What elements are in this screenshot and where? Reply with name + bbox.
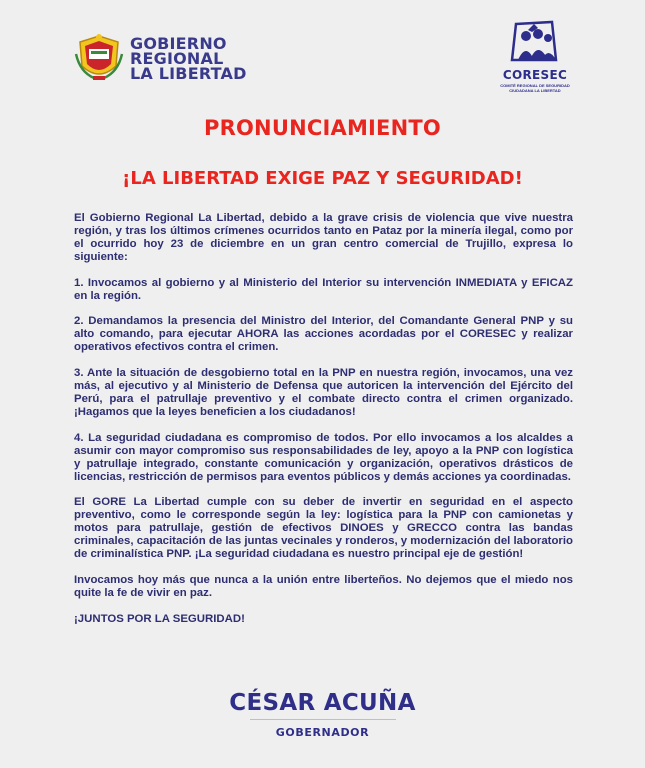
paragraph-point-4: 4. La seguridad ciudadana es compromiso de todos. Por ello invocamos a los alcaldes a asumir con mayor compromiso sus responsabilidades de ley, apoyo a la PNP con logística y patrullaje integrado, constante comunicación y organización, operativos drásticos de licencias, restricción de permisos para eventos públicos y demás acciones ya coordinadas.: [74, 431, 573, 483]
gov-logo-line-3: LA LIBERTAD: [130, 63, 247, 83]
coresec-logo: [494, 20, 576, 93]
paragraph-intro: El Gobierno Regional La Libertad, debido a la grave crisis de violencia que vive nuestra región, y tras los últimos crímenes ocurridos tanto en Pataz por la minería ilegal, como por el ocurrido hoy 23 de diciembre en un gran centro comercial de Trujillo, expresa lo siguiente:: [74, 212, 573, 263]
paragraph-gore: El GORE La Libertad cumple con su deber de invertir en seguridad en el aspecto preventivo, como le corresponde según la ley: logística para la PNP con camionetas y motos para patrullaje, gestión de efectivos DINOES y GRECCO contra las bandas criminales, capacitación de las juntas vecinales y ronderos, y modernización del laboratorio de criminalística PNP. ¡La seguridad ciudadana es nuestro principal eje de gestión!: [74, 496, 573, 561]
signature-role: GOBERNADOR: [275, 726, 370, 739]
coresec-name: CORESEC: [502, 68, 568, 82]
gov-logo-line-1: GOBIERNO: [130, 33, 227, 53]
signature-divider: [250, 719, 396, 720]
gobierno-regional-logo: [74, 32, 247, 84]
gov-logo-line-2: REGIONAL: [130, 48, 224, 68]
coresec-emblem-icon: [498, 20, 572, 66]
paragraph-closing: ¡JUNTOS POR LA SEGURIDAD!: [74, 612, 245, 625]
document-subtitle: ¡LA LIBERTAD EXIGE PAZ Y SEGURIDAD!: [122, 168, 523, 189]
regional-coat-of-arms-icon: [74, 32, 124, 84]
paragraph-point-2: 2. Demandamos la presencia del Ministro del Interior, del Comandante General PNP y su alto comando, para ejecutar AHORA las acciones acordadas por el CORESEC y realizar operativos efectivos contra el crimen.: [74, 315, 573, 354]
document-title: PRONUNCIAMIENTO: [204, 116, 441, 140]
paragraph-point-3: 3. Ante la situación de desgobierno total en la PNP en nuestra región, invocamos, una vez más, al ejecutivo y al Ministerio de Defensa que autoricen la intervención del Ejército del Perú, para el patrullaje preventivo y el combate directo contra el crimen organizado. ¡Hagamos que la leyes beneficien a los ciudadanos!: [74, 367, 573, 418]
coresec-subtitle: COMITÉ REGIONAL DE SEGURIDAD CIUDADANA LA LIBERTAD: [500, 83, 570, 93]
paragraph-point-1: 1. Invocamos al gobierno y al Ministerio del Interior su intervención INMEDIATA y EFICAZ en la región.: [74, 276, 573, 302]
paragraph-union: Invocamos hoy más que nunca a la unión entre liberteños. No dejemos que el miedo nos quite la fe de vivir en paz.: [74, 573, 573, 599]
signature-name: CÉSAR ACUÑA: [229, 690, 416, 716]
document-body: [74, 212, 573, 639]
